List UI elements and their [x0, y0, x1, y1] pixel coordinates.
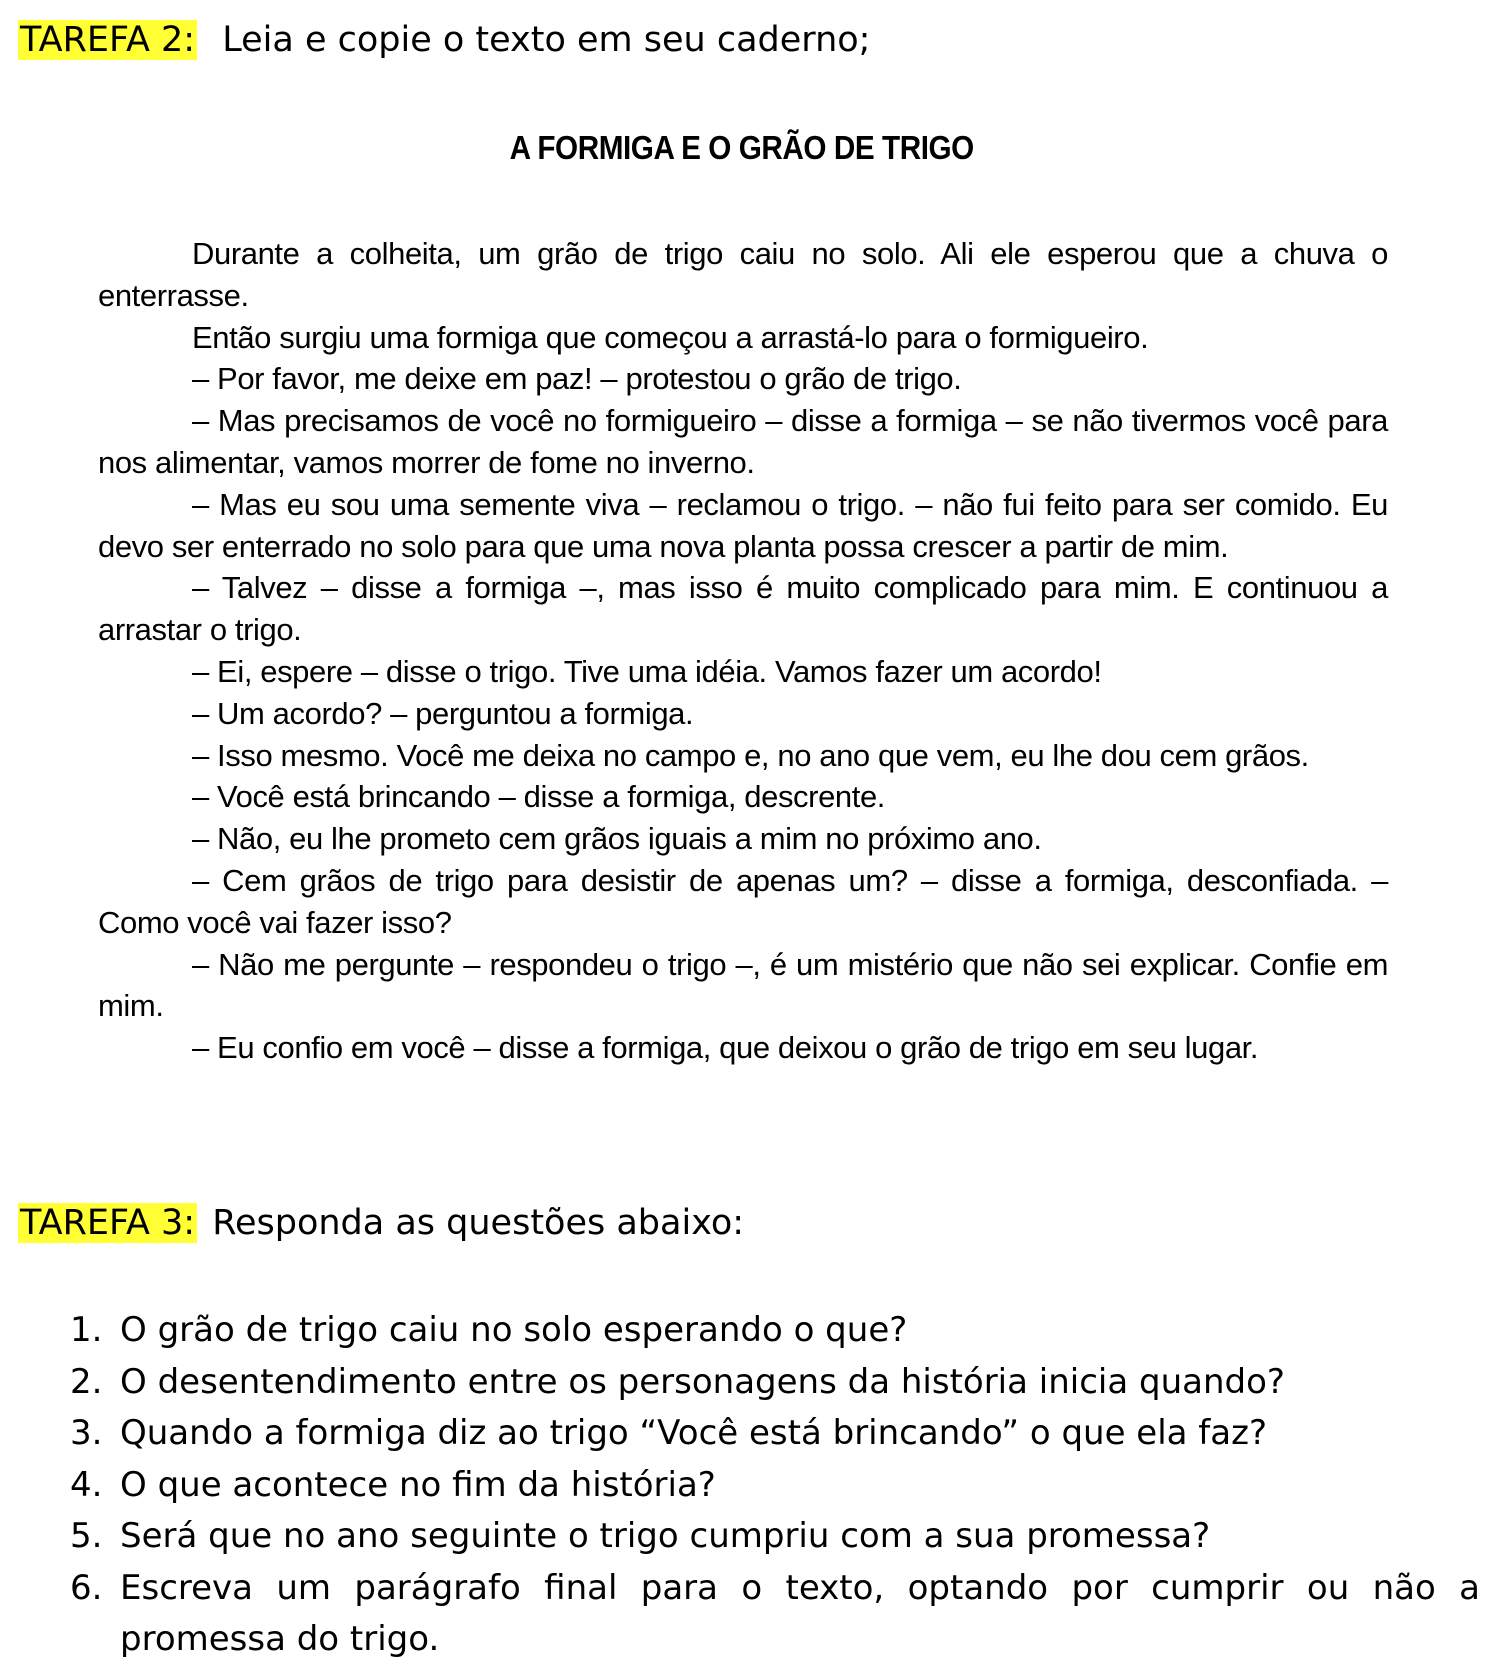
story-paragraph: – Mas eu sou uma semente viva – reclamou o trigo. – não fui feito para ser comido. Eu devo ser enterrado no solo para que uma nova planta possa crescer a partir de mim.	[98, 486, 1388, 564]
question-text: O desentendimento entre os personagens da história inicia quando?	[120, 1361, 1285, 1402]
question-number: 3.	[70, 1413, 103, 1453]
question-item	[70, 1460, 1480, 1512]
story-paragraph: – Não me pergunte – respondeu o trigo –, é um mistério que não sei explicar. Confie em mim.	[98, 946, 1388, 1024]
question-number: 5.	[70, 1516, 103, 1556]
story-paragraph: – Por favor, me deixe em paz! – protestou o grão de trigo.	[192, 361, 962, 397]
story-paragraph: – Não, eu lhe prometo cem grãos iguais a mim no próximo ano.	[192, 821, 1042, 857]
question-item	[70, 1563, 1480, 1666]
question-item	[70, 1305, 1480, 1357]
tarefa-3-label: TAREFA 3:	[20, 1203, 196, 1243]
question-item	[70, 1408, 1480, 1460]
story-paragraph: – Talvez – disse a formiga –, mas isso é muito complicado para mim. E continuou a arrastar o trigo.	[98, 570, 1388, 648]
story-paragraph: Então surgiu uma formiga que começou a arrastá-lo para o formigueiro.	[192, 319, 1149, 355]
tarefa-3-instruction: Responda as questões abaixo:	[212, 1203, 745, 1243]
question-text: O grão de trigo caiu no solo esperando o que?	[120, 1310, 908, 1350]
story-paragraph: – Eu confio em você – disse a formiga, que deixou o grão de trigo em seu lugar.	[192, 1030, 1259, 1066]
story-paragraph: Durante a colheita, um grão de trigo caiu no solo. Ali ele esperou que a chuva o enterrasse.	[98, 236, 1388, 313]
story-paragraph: – Um acordo? – perguntou a formiga.	[192, 695, 694, 731]
tarefa-2-heading	[18, 18, 870, 62]
question-list	[70, 1305, 1480, 1666]
tarefa-2-instruction: Leia e copie o texto em seu caderno;	[222, 20, 871, 60]
story-text	[98, 233, 1388, 1069]
question-item	[70, 1357, 1480, 1409]
tarefa-3-heading	[18, 1201, 744, 1245]
question-text: Quando a formiga diz ao trigo “Você está brincando” o que ela faz?	[120, 1413, 1268, 1453]
question-number: 1.	[70, 1310, 103, 1350]
question-number: 2.	[70, 1361, 103, 1402]
question-item	[70, 1511, 1480, 1563]
story-paragraph: – Cem grãos de trigo para desistir de apenas um? – disse a formiga, desconfiada. – Como você vai fazer isso?	[98, 862, 1388, 940]
story-paragraph: – Isso mesmo. Você me deixa no campo e, no ano que vem, eu lhe dou cem grãos.	[192, 737, 1309, 773]
tarefa-2-label: TAREFA 2:	[20, 20, 196, 60]
question-text: O que acontece no fim da história?	[120, 1464, 716, 1505]
question-number: 4.	[70, 1464, 103, 1505]
story-paragraph: – Mas precisamos de você no formigueiro – disse a formiga – se não tivermos você para nos alimentar, vamos morrer de fome no inverno.	[98, 403, 1388, 480]
question-text: Será que no ano seguinte o trigo cumpriu com a sua promessa?	[120, 1516, 1211, 1556]
story-paragraph: – Ei, espere – disse o trigo. Tive uma idéia. Vamos fazer um acordo!	[192, 653, 1102, 689]
story-title: A FORMIGA E O GRÃO DE TRIGO	[509, 129, 974, 166]
question-text: Escreva um parágrafo final para o texto, optando por cumprir ou não a promessa do trigo.	[120, 1567, 1480, 1659]
question-number: 6.	[70, 1567, 103, 1608]
story-paragraph: – Você está brincando – disse a formiga, descrente.	[192, 779, 886, 815]
